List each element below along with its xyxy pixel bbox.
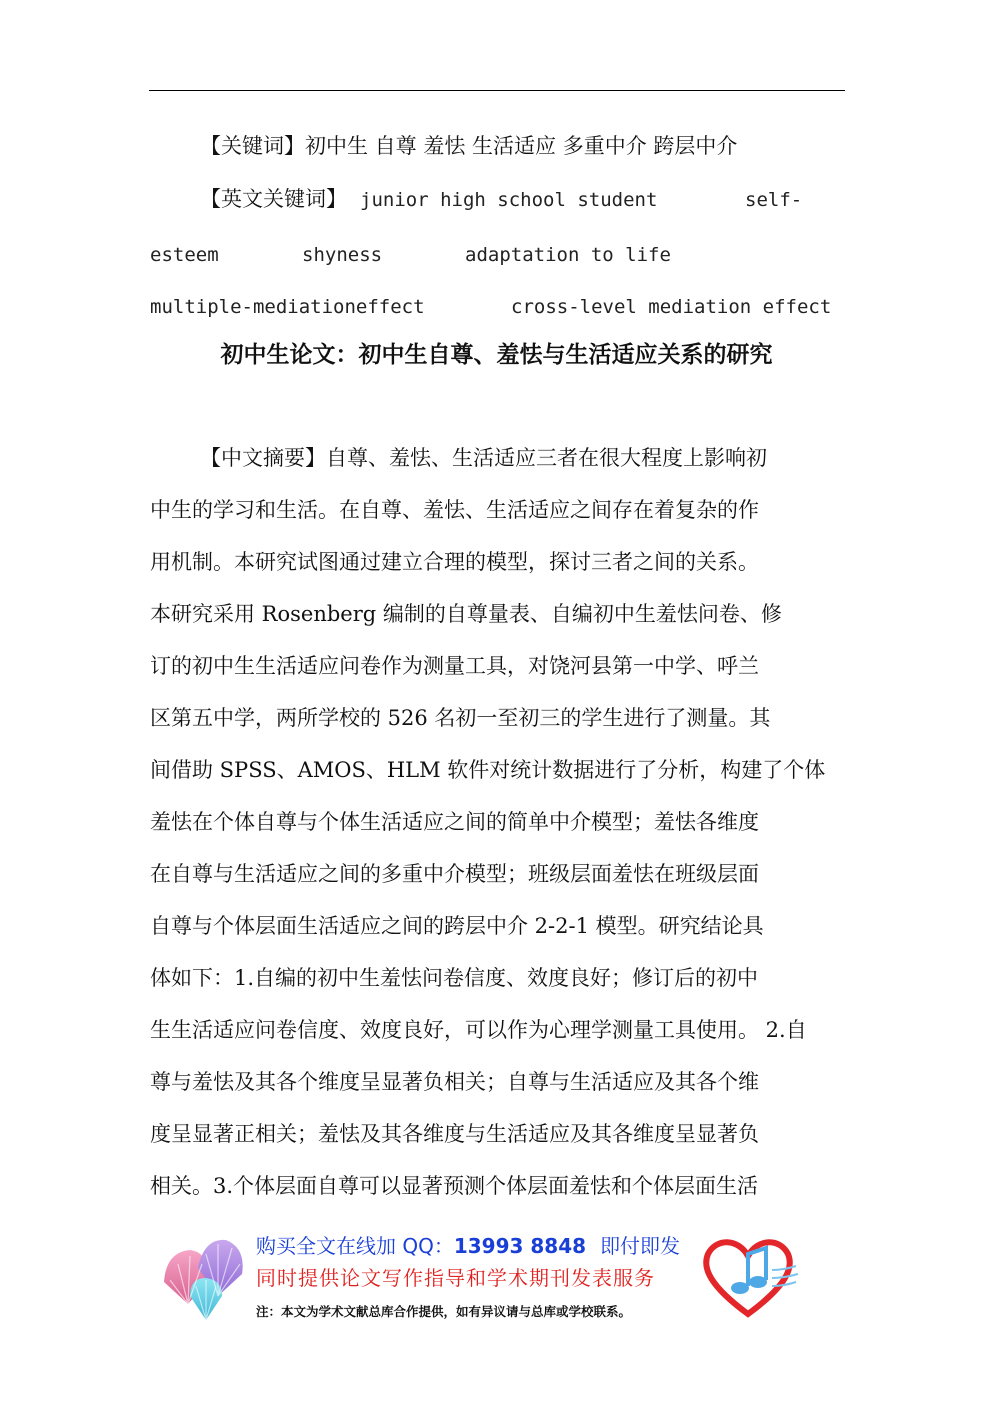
buy-fulltext-line xyxy=(256,1230,680,1259)
en-keyword: self- xyxy=(745,189,803,211)
abstract-line: 自尊与个体层面生活适应之间的跨层中介 2-2-1 模型。研究结论具 xyxy=(150,914,764,938)
en-keyword: esteem xyxy=(150,244,219,266)
abstract-line: 【中文摘要】自尊、羞怯、生活适应三者在很大程度上影响初 xyxy=(200,446,767,470)
buy-text: 购买全文在线加 QQ： xyxy=(256,1234,454,1258)
en-keyword: multiple-mediationeffect xyxy=(150,296,425,318)
cn-keywords-line xyxy=(200,131,737,161)
abstract-line: 尊与羞怯及其各个维度呈显著负相关；自尊与生活适应及其各个维 xyxy=(150,1070,759,1094)
footer-note: 注：本文为学术文献总库合作提供，如有异议请与总库或学校联系。 xyxy=(256,1304,632,1319)
instant-delivery: 即付即发 xyxy=(600,1234,681,1258)
qq-number: 13993 8848 xyxy=(453,1234,587,1258)
abstract-line: 间借助 SPSS、AMOS、HLM 软件对统计数据进行了分析，构建了个体 xyxy=(150,758,826,782)
en-keyword: cross-level mediation effect xyxy=(511,296,832,318)
header-rule xyxy=(149,90,845,91)
abstract-line: 中生的学习和生活。在自尊、羞怯、生活适应之间存在着复杂的作 xyxy=(150,498,759,522)
abstract-line: 本研究采用 Rosenberg 编制的自尊量表、自编初中生羞怯问卷、修 xyxy=(150,602,782,626)
abstract-line: 相关。3.个体层面自尊可以显著预测个体层面羞怯和个体层面生活 xyxy=(150,1174,759,1198)
abstract-line: 体如下：1.自编的初中生羞怯问卷信度、效度良好；修订后的初中 xyxy=(150,966,759,990)
cn-keywords-label: 【关键词】 xyxy=(200,134,305,158)
heart-music-icon xyxy=(700,1230,800,1320)
footer-ad xyxy=(150,1222,850,1332)
cn-keywords-list: 初中生 自尊 羞怯 生活适应 多重中介 跨层中介 xyxy=(305,134,738,158)
abstract-line: 在自尊与生活适应之间的多重中介模型；班级层面羞怯在班级层面 xyxy=(150,862,759,886)
abstract-line: 生生活适应问卷信度、效度良好，可以作为心理学测量工具使用。 2.自 xyxy=(150,1018,807,1042)
en-keywords-label: 【英文关键词】 xyxy=(200,187,347,211)
en-keyword: junior high school student xyxy=(360,189,658,211)
abstract-line: 羞怯在个体自尊与个体生活适应之间的简单中介模型；羞怯各维度 xyxy=(150,810,759,834)
service-line: 同时提供论文写作指导和学术期刊发表服务 xyxy=(256,1266,655,1290)
en-keyword: shyness xyxy=(302,244,383,266)
paper-title: 初中生论文：初中生自尊、羞怯与生活适应关系的研究 xyxy=(220,341,773,368)
abstract-line: 订的初中生生活适应问卷作为测量工具，对饶河县第一中学、呼兰 xyxy=(150,654,759,678)
seashell-icon xyxy=(160,1234,250,1324)
abstract-line: 用机制。本研究试图通过建立合理的模型，探讨三者之间的关系。 xyxy=(150,550,759,574)
en-keyword: adaptation to life xyxy=(465,244,671,266)
abstract-line: 区第五中学，两所学校的 526 名初一至初三的学生进行了测量。其 xyxy=(150,706,771,730)
abstract-line: 度呈显著正相关；羞怯及其各维度与生活适应及其各维度呈显著负 xyxy=(150,1122,759,1146)
